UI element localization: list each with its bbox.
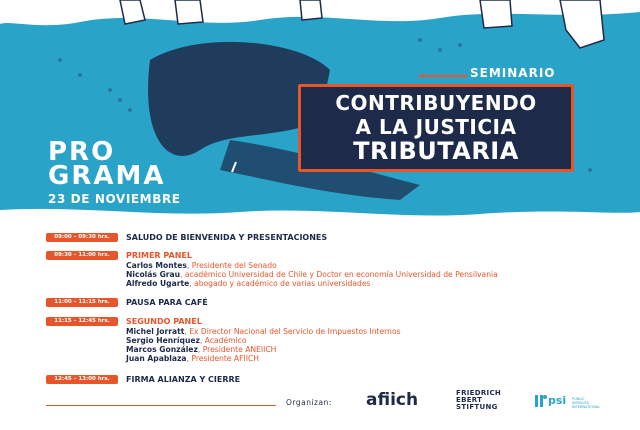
speaker-name: Juan Apablaza [126,354,187,363]
speaker [126,327,401,336]
speaker-role: , Ex Director Nacional del Servicio de Impuestos Internos [184,327,401,336]
time-badge: 12:45 – 13:00 hrs. [46,375,118,384]
fes-logo [456,390,501,411]
time-badge: 11:15 – 12:45 hrs. [46,317,118,326]
speaker-role: , académico Universidad de Chile y Doctor en economía Universidad de Pensilvania [180,270,498,279]
agenda-title: SALUDO DE BIENVENIDA Y PRESENTACIONES [126,233,328,242]
agenda-title: SEGUNDO PANEL [126,317,202,326]
speaker-role: , Presidente ANEIICH [197,345,277,354]
speaker-name: Marcos González [126,345,198,354]
speaker-role: , Académico [199,336,247,345]
footer-rule [46,405,276,406]
speaker-name: Sergio Henríquez [126,336,200,345]
title-line-2: A LA JUSTICIA [355,115,517,139]
speaker-role: , Presidente del Senado [186,261,277,270]
psi-sub-line: INTERNATIONAL [572,405,601,409]
speaker [126,354,259,363]
fes-logo-line: FRIEDRICH [456,389,502,397]
time-badge: 09:30 – 11:00 hrs. [46,251,118,260]
speaker [126,270,498,279]
seminario-label: SEMINARIO [470,66,556,80]
afiich-logo: afiich [366,390,419,410]
psi-sub-line: SERVICES [572,401,589,405]
programa-line-1: PRO [48,137,116,167]
fes-logo-line: STIFTUNG [456,403,498,411]
title-line-1: CONTRIBUYENDO [335,91,537,115]
speaker-role: , Presidente AFIICH [186,354,259,363]
organizan-label: Organizan: [286,398,332,407]
event-date: 23 DE NOVIEMBRE [48,192,181,206]
time-badge: 11:00 – 11:15 hrs. [46,298,118,307]
speaker [126,279,370,288]
psi-logo [534,392,601,410]
programa-heading [48,137,166,191]
speaker [126,345,276,354]
psi-sub-line: PUBLIC [572,397,585,401]
agenda-title: PAUSA PARA CAFÉ [126,298,208,307]
speaker-name: Alfredo Ugarte [126,279,190,288]
fes-logo-line: EBERT [456,396,483,404]
speaker-role: , abogado y académico de varias universidades [189,279,371,288]
speaker-name: Nicolás Grau [126,270,181,279]
programa-line-2: GRAMA [48,161,166,191]
speaker-name: Carlos Montes [126,261,187,270]
psi-logo-subtext [572,397,600,409]
speaker [126,261,277,270]
speaker [126,336,246,345]
event-title-box [298,84,574,172]
agenda-title: PRIMER PANEL [126,251,192,260]
psi-mark-icon [534,392,548,410]
time-badge: 09:00 – 09:30 hrs. [46,233,118,242]
psi-logo-text: psi [548,394,567,407]
title-line-3: TRIBUTARIA [353,137,519,165]
seminario-rule [418,75,468,77]
speaker-name: Michel Jorratt [126,327,185,336]
agenda-title: FIRMA ALIANZA Y CIERRE [126,375,241,384]
